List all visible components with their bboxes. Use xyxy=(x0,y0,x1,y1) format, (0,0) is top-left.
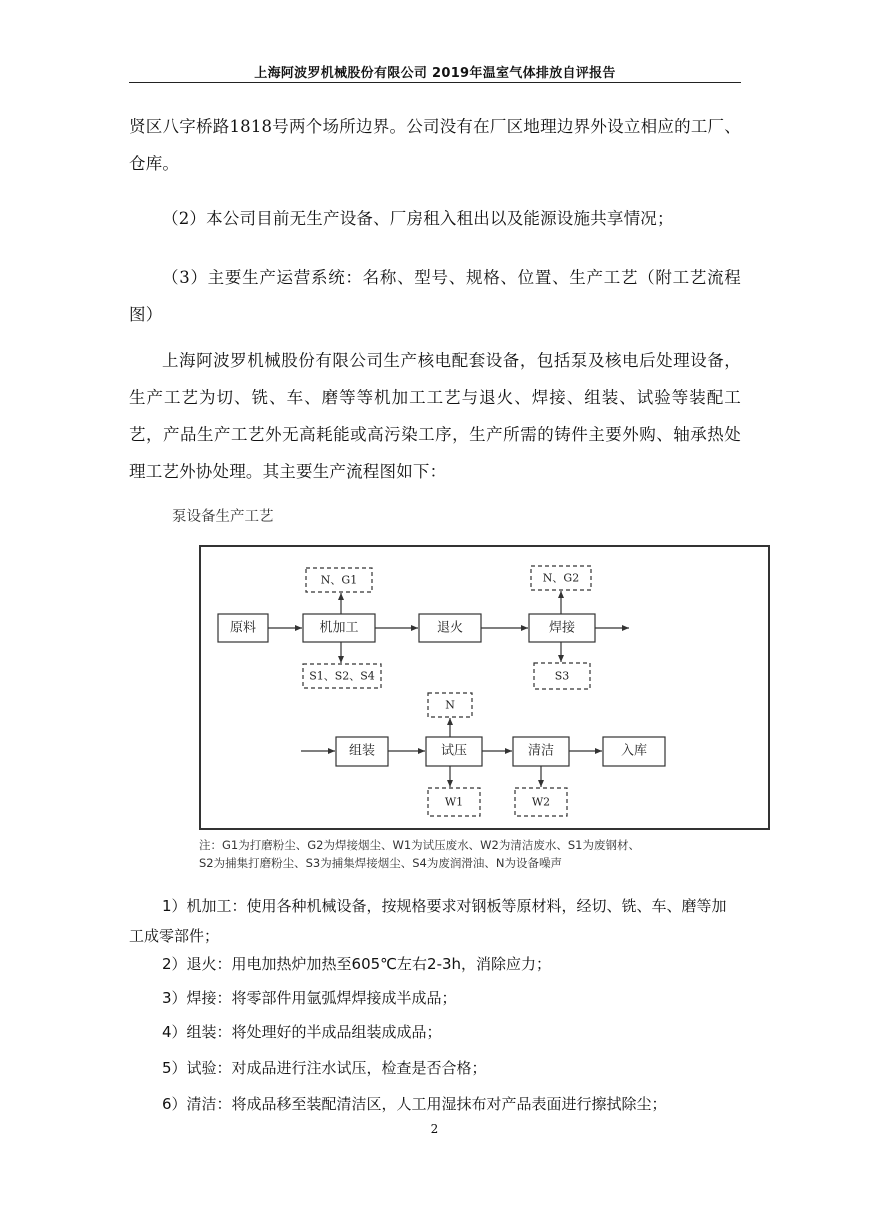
label-raw-material: 原料 xyxy=(229,620,257,636)
paragraph-equipment-lease: （2）本公司目前无生产设备、厂房租入租出以及能源设施共享情况； xyxy=(162,209,674,228)
label-assembly: 组装 xyxy=(348,743,376,759)
step-annealing: 2）退火：用电加热炉加热至605℃左右2-3h，消除应力； xyxy=(162,955,552,973)
label-welding: 焊接 xyxy=(548,620,576,636)
label-test-noise: N xyxy=(445,698,455,712)
label-machining-waste: S1、S2、S4 xyxy=(309,669,375,683)
label-pressure-test: 试压 xyxy=(440,743,468,759)
label-storage: 入库 xyxy=(620,743,648,759)
label-cleaning: 清洁 xyxy=(527,743,555,759)
label-cleaning-wastewater: W2 xyxy=(531,795,551,809)
flowchart xyxy=(199,545,770,830)
label-annealing: 退火 xyxy=(436,620,464,636)
paragraph-boundary: 贤区八字桥路1818号两个场所边界。公司没有在厂区地理边界外设立相应的工厂、仓库。 xyxy=(129,117,741,173)
label-test-wastewater: W1 xyxy=(444,795,464,809)
page-number: 2 xyxy=(430,1122,439,1136)
figure-note-line-2: S2为捕集打磨粉尘、S3为捕集焊接烟尘、S4为废润滑油、N为设备噪声 xyxy=(199,856,562,870)
label-welding-emissions: N、G2 xyxy=(542,571,580,585)
step-assembly: 4）组装：将处理好的半成品组装成成品； xyxy=(162,1023,442,1041)
label-welding-waste: S3 xyxy=(554,669,570,683)
label-machining: 机加工 xyxy=(319,620,359,636)
step-cleaning: 6）清洁：将成品移至装配清洁区，人工用湿抹布对产品表面进行擦拭除尘； xyxy=(162,1095,667,1113)
paragraph-production-system: （3）主要生产运营系统：名称、型号、规格、位置、生产工艺（附工艺流程图） xyxy=(129,268,741,324)
figure-title: 泵设备生产工艺 xyxy=(172,509,274,525)
label-machining-emissions: N、G1 xyxy=(320,573,358,587)
figure-note-line-1: 注：G1为打磨粉尘、G2为焊接烟尘、W1为试压废水、W2为清洁废水、S1为废钢材、 xyxy=(199,838,640,852)
step-welding: 3）焊接：将零部件用氩弧焊焊接成半成品； xyxy=(162,989,457,1007)
header-rule xyxy=(129,82,741,83)
paragraph-process-intro: 上海阿波罗机械股份有限公司生产核电配套设备，包括泵及核电后处理设备，生产工艺为切、铣、车、磨等等机加工工艺与退火、焊接、组装、试验等装配工艺，产品生产工艺外无高耗能或高污染工序，生产所需的铸件主要外购、轴承热处理工艺外协处理。其主要生产流程图如下： xyxy=(129,351,741,481)
step-test: 5）试验：对成品进行注水试压，检查是否合格； xyxy=(162,1059,487,1077)
step-machining: 1）机加工：使用各种机械设备，按规格要求对钢板等原材料，经切、铣、车、磨等加工成零部件； xyxy=(129,897,727,945)
report-header: 上海阿波罗机械股份有限公司 2019年温室气体排放自评报告 xyxy=(254,66,616,81)
